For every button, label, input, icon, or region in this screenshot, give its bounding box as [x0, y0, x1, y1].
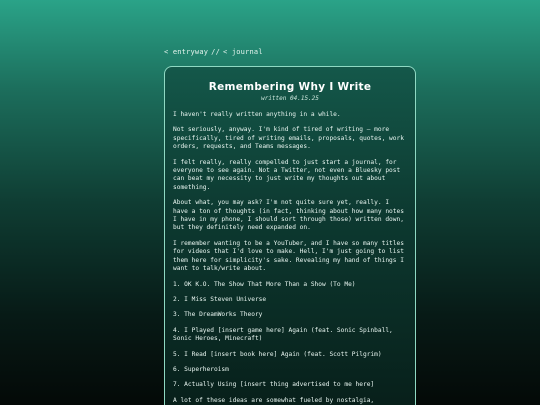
list-item: 5. I Read [insert book here] Again (feat. Scott Pilgrim) [173, 350, 382, 358]
entry-title: Remembering Why I Write [208, 81, 372, 93]
entry-paragraph: A lot of these ideas are somewhat fueled by nostalgia, [173, 396, 375, 404]
list-item: 2. I Miss Steven Universe [173, 295, 267, 303]
entry-paragraph: Not seriously, anyway. I'm kind of tired of writing — more specifically, tired of writing emails, proposals, quotes, work orders, requests, and Teams messages. [173, 126, 404, 151]
entry-body [173, 111, 407, 405]
entry-date: written 04.15.25 [261, 95, 319, 102]
breadcrumb-separator: // [211, 48, 220, 56]
list-item: 1. OK K.O. The Show That More Than a Show (To Me) [173, 280, 356, 288]
journal-entry-card [164, 66, 416, 405]
entry-paragraph: I felt really, really compelled to just start a journal, for everyone to see again. Not a Twitter, not even a Bluesky post can beat my necessity to just write my thoughts out about something. [173, 158, 401, 191]
breadcrumb-link-entryway[interactable]: < entryway [164, 48, 209, 56]
breadcrumb [164, 48, 263, 56]
list-item: 4. I Played [insert game here] Again (feat. Sonic Spinball, Sonic Heroes, Minecraft) [173, 326, 393, 343]
breadcrumb-link-journal[interactable]: < journal [223, 48, 263, 56]
entry-paragraph: About what, you may ask? I'm not quite sure yet, really. I have a ton of thoughts (in fact, thinking about how many notes I have in my phone, I should sort through those) written down, but they definitely need expanded on. [173, 199, 404, 232]
list-item: 7. Actually Using [insert thing advertised to me here] [173, 381, 375, 389]
entry-paragraph: I remember wanting to be a YouTuber, and I have so many titles for videos that I'd love to make. Hell, I'm just going to list them here for simplicity's sake. Revealing my hand of things I want to talk/write about. [173, 239, 404, 273]
list-item: 3. The DreamWorks Theory [173, 311, 263, 319]
list-item: 6. Superheroism [173, 365, 229, 373]
entry-paragraph: I haven't really written anything in a while. [173, 111, 341, 118]
